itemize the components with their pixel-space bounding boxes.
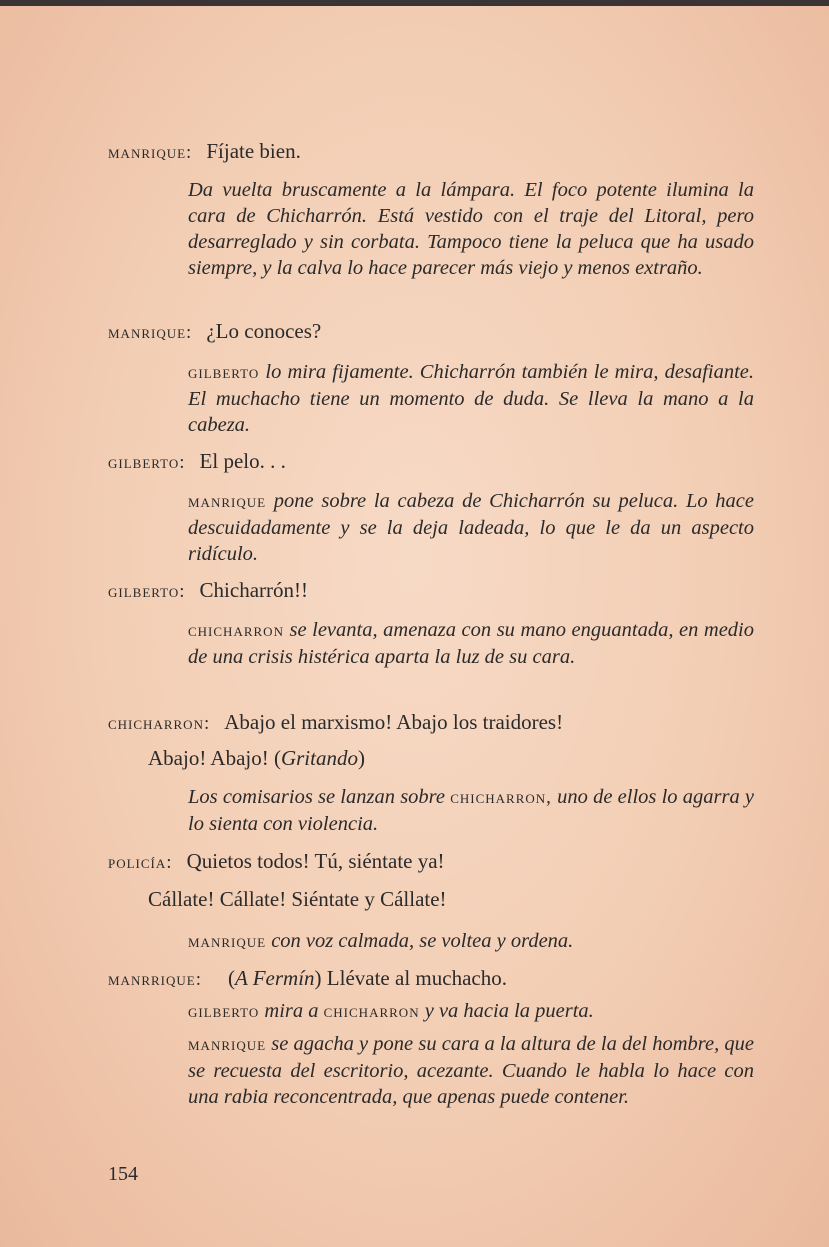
- character-name: chicharron,: [450, 787, 552, 808]
- page-number: 154: [108, 1163, 138, 1185]
- speaker-name: manrique:: [108, 322, 193, 343]
- dialogue-continuation: [148, 744, 365, 772]
- dialogue-line: [108, 964, 507, 994]
- stage-direction-text: uno de ellos lo agarra y lo sienta con violencia.: [188, 786, 755, 835]
- speaker-name: policía:: [108, 852, 173, 873]
- stage-direction: [188, 177, 754, 281]
- stage-direction-text: lo mira fijamente. Chicharrón también le mira, desafiante. El muchacho tiene un momento de duda. Se lleva la mano a la cabeza.: [188, 361, 755, 436]
- character-name: manrique: [188, 1034, 267, 1055]
- dialogue-line: [108, 137, 301, 167]
- stage-direction: [188, 998, 754, 1025]
- dialogue-continuation: [148, 885, 447, 913]
- dialogue-line: [108, 317, 321, 347]
- speaker-name: chicharron:: [108, 713, 211, 734]
- dialogue-text: Chicharrón!!: [199, 578, 309, 602]
- stage-direction-text: mira a: [264, 1000, 319, 1022]
- dialogue-text: El pelo. . .: [199, 449, 286, 473]
- paren-close: ): [314, 966, 322, 990]
- dialogue-text: Fíjate bien.: [206, 139, 301, 163]
- character-name: chicharron: [188, 620, 284, 641]
- stage-direction: [188, 1031, 754, 1110]
- speaker-name: gilberto:: [108, 581, 186, 602]
- dialogue-text: Abajo! Abajo! (: [148, 746, 281, 770]
- speaker-name: manrrique:: [108, 969, 203, 990]
- dialogue-line: [108, 708, 563, 738]
- character-name: chicharron: [323, 1001, 420, 1022]
- dialogue-text-close: ): [357, 746, 365, 770]
- dialogue-text: Quietos todos! Tú, siéntate ya!: [186, 849, 445, 873]
- stage-direction: [188, 488, 754, 567]
- stage-direction-text: Da vuelta bruscamente a la lámpara. El foco potente ilumina la cara de Chicharrón. Está vestido con el traje del Litoral, pero desarreglado y sin corbata. Tampoco tiene la peluca que ha usado siempre, y la calva lo hace parecer más viejo y menos extraño.: [188, 179, 754, 279]
- character-name: gilberto: [188, 362, 260, 383]
- dialogue-text: Abajo el marxismo! Abajo los traidores!: [224, 710, 564, 734]
- dialogue-text: Llévate al muchacho.: [326, 966, 507, 990]
- parenthetical-direction: A Fermín: [235, 966, 315, 990]
- speaker-name: gilberto:: [108, 452, 186, 473]
- stage-direction-text: se levanta, amenaza con su mano enguantada, en medio de una crisis histérica aparta la luz de su cara.: [188, 619, 755, 668]
- character-name: gilberto: [188, 1001, 260, 1022]
- dialogue-line: [108, 447, 286, 477]
- stage-direction: [188, 784, 754, 837]
- speaker-name: manrique:: [108, 142, 193, 163]
- stage-direction: [188, 359, 754, 438]
- dialogue-line: [108, 847, 445, 877]
- stage-direction-text: con voz calmada, se voltea y ordena.: [271, 930, 574, 952]
- character-name: manrique: [188, 931, 267, 952]
- dialogue-text: ¿Lo conoces?: [206, 319, 322, 343]
- stage-direction-text: Los comisarios se lanzan sobre: [188, 786, 445, 808]
- stage-direction-text: pone sobre la cabeza de Chicharrón su peluca. Lo hace descuidadamente y se la deja ladeada, lo que le da un aspecto ridículo.: [188, 490, 755, 565]
- parenthetical-direction: Gritando: [280, 746, 358, 770]
- dialogue-line: [108, 576, 308, 606]
- dialogue-text: Cállate! Cállate! Siéntate y Cállate!: [148, 887, 447, 911]
- stage-direction: [188, 928, 754, 955]
- character-name: manrique: [188, 491, 267, 512]
- paren-open: (: [228, 966, 236, 990]
- stage-direction-text: y va hacia la puerta.: [424, 1000, 594, 1022]
- stage-direction: [188, 617, 754, 670]
- stage-direction-text: se agacha y pone su cara a la altura de la del hombre, que se recuesta del escritorio, acezante. Cuando le habla lo hace con una rabia reconcentrada, que apenas puede contener.: [188, 1033, 754, 1108]
